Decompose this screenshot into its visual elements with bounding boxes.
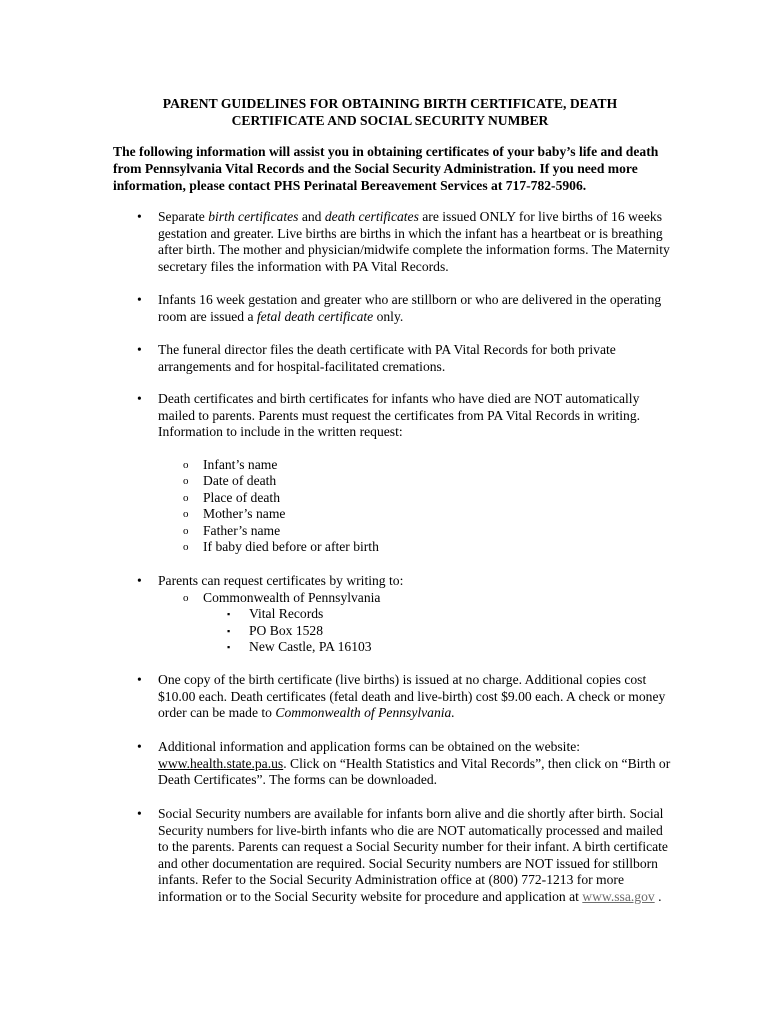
bullet-item-mailing-address bbox=[113, 573, 673, 656]
bullet-text: Infants 16 week gestation and greater who are stillborn or who are delivered in the operating room are issued a fetal death certificate only. bbox=[158, 292, 662, 324]
bullet-icon: • bbox=[137, 672, 142, 687]
bullet-item-request-certificates bbox=[113, 391, 673, 556]
bullet-item-funeral-director bbox=[113, 342, 673, 375]
page-title bbox=[100, 95, 680, 129]
bullet-icon: • bbox=[137, 292, 142, 307]
health-website-link[interactable]: www.health.state.pa.us bbox=[158, 755, 284, 771]
address-line: ▪ PO Box 1528 bbox=[227, 622, 324, 638]
bullet-item-website bbox=[113, 739, 673, 789]
title-line-1: PARENT GUIDELINES FOR OBTAINING BIRTH CERTIFICATE, DEATH bbox=[162, 96, 618, 111]
bullet-item-birth-death-certificates bbox=[113, 209, 673, 275]
square-bullet-icon: ▪ bbox=[227, 609, 231, 619]
circle-bullet-icon: o bbox=[183, 475, 189, 487]
bullet-icon: • bbox=[137, 573, 142, 588]
bullet-text: Parents can request certificates by writing to: bbox=[158, 573, 404, 588]
bullet-icon: • bbox=[137, 806, 142, 821]
address-line: ▪ New Castle, PA 16103 bbox=[227, 639, 372, 654]
bullet-item-fees bbox=[113, 672, 673, 722]
bullet-text: One copy of the birth certificate (live births) is issued at no charge. Additional copies cost $10.00 each. Death certificates (fetal death and live-birth) cost $9.00 each. A check or money order can be made to Commonwealth of Pennsylvania. bbox=[158, 672, 666, 720]
circle-bullet-icon: o bbox=[183, 508, 189, 520]
list-item: o Mother’s name bbox=[183, 506, 286, 521]
list-item: o Date of death bbox=[183, 473, 277, 488]
intro-paragraph: The following information will assist you in obtaining certificates of your baby’s life and death from Pennsylvania Vital Records and the Social Security Administration. If you need more information, please contact PHS Perinatal Bereavement Services at 717-782-5906. bbox=[113, 144, 659, 193]
list-item: o Infant’s name bbox=[183, 456, 278, 472]
bullet-item-social-security bbox=[113, 806, 673, 905]
circle-bullet-icon: o bbox=[183, 524, 189, 537]
circle-bullet-icon: o bbox=[183, 541, 189, 553]
bullet-icon: • bbox=[137, 209, 142, 224]
bullet-text: Death certificates and birth certificates for infants who have died are NOT automatically mailed to parents. Parents must request the certificates from PA Vital Records in writing. Information to include in the written request: bbox=[158, 391, 641, 439]
address-line: ▪ Vital Records bbox=[227, 606, 324, 621]
list-item: o Father’s name bbox=[183, 522, 281, 538]
list-item: o Place of death bbox=[183, 489, 280, 505]
ssa-website-link[interactable]: www.ssa.gov bbox=[582, 888, 655, 904]
list-item: o If baby died before or after birth bbox=[183, 539, 379, 554]
bullet-text: Social Security numbers are available for infants born alive and die shortly after birth. Social Security numbers for live-birth infants who die are NOT automatically processed and mailed to the parents. Parents can request a Social Security number for their infant. A birth certificate and other documentation are required. Social Security numbers are NOT issued for stillborn infants. Refer to the Social Security Administration office at (800) 772-1213 for more information or to the Social Security website for procedure and application at www.ssa.gov . bbox=[158, 806, 668, 904]
square-bullet-icon: ▪ bbox=[227, 642, 231, 652]
bullet-icon: • bbox=[137, 391, 142, 406]
bullet-text: Additional information and application forms can be obtained on the website: www.health.state.pa.us. Click on “Health Statistics and Vital Records”, then click on “Birth or Death Certificates”. The forms can be downloaded. bbox=[158, 739, 671, 787]
request-info-list bbox=[113, 457, 673, 556]
circle-bullet-icon: o bbox=[183, 458, 189, 471]
circle-bullet-icon: o bbox=[183, 591, 189, 604]
bullet-icon: • bbox=[137, 739, 142, 754]
bullet-text: The funeral director files the death certificate with PA Vital Records for both private arrangements and for hospital-facilitated cremations. bbox=[158, 342, 616, 374]
bullet-item-fetal-death bbox=[113, 292, 673, 325]
square-bullet-icon: ▪ bbox=[227, 625, 231, 636]
address-org: o Commonwealth of Pennsylvania bbox=[183, 589, 381, 605]
bullet-text: Separate birth certificates and death certificates are issued ONLY for live births of 16 weeks gestation and greater. Live births are births in which the infant has a heartbeat or is breathing after birth. The mother and physician/midwife complete the information forms. The Maternity secretary files the information with PA Vital Records. bbox=[158, 209, 670, 274]
bullet-icon: • bbox=[137, 342, 142, 357]
circle-bullet-icon: o bbox=[183, 491, 189, 504]
title-line-2: CERTIFICATE AND SOCIAL SECURITY NUMBER bbox=[231, 113, 549, 128]
